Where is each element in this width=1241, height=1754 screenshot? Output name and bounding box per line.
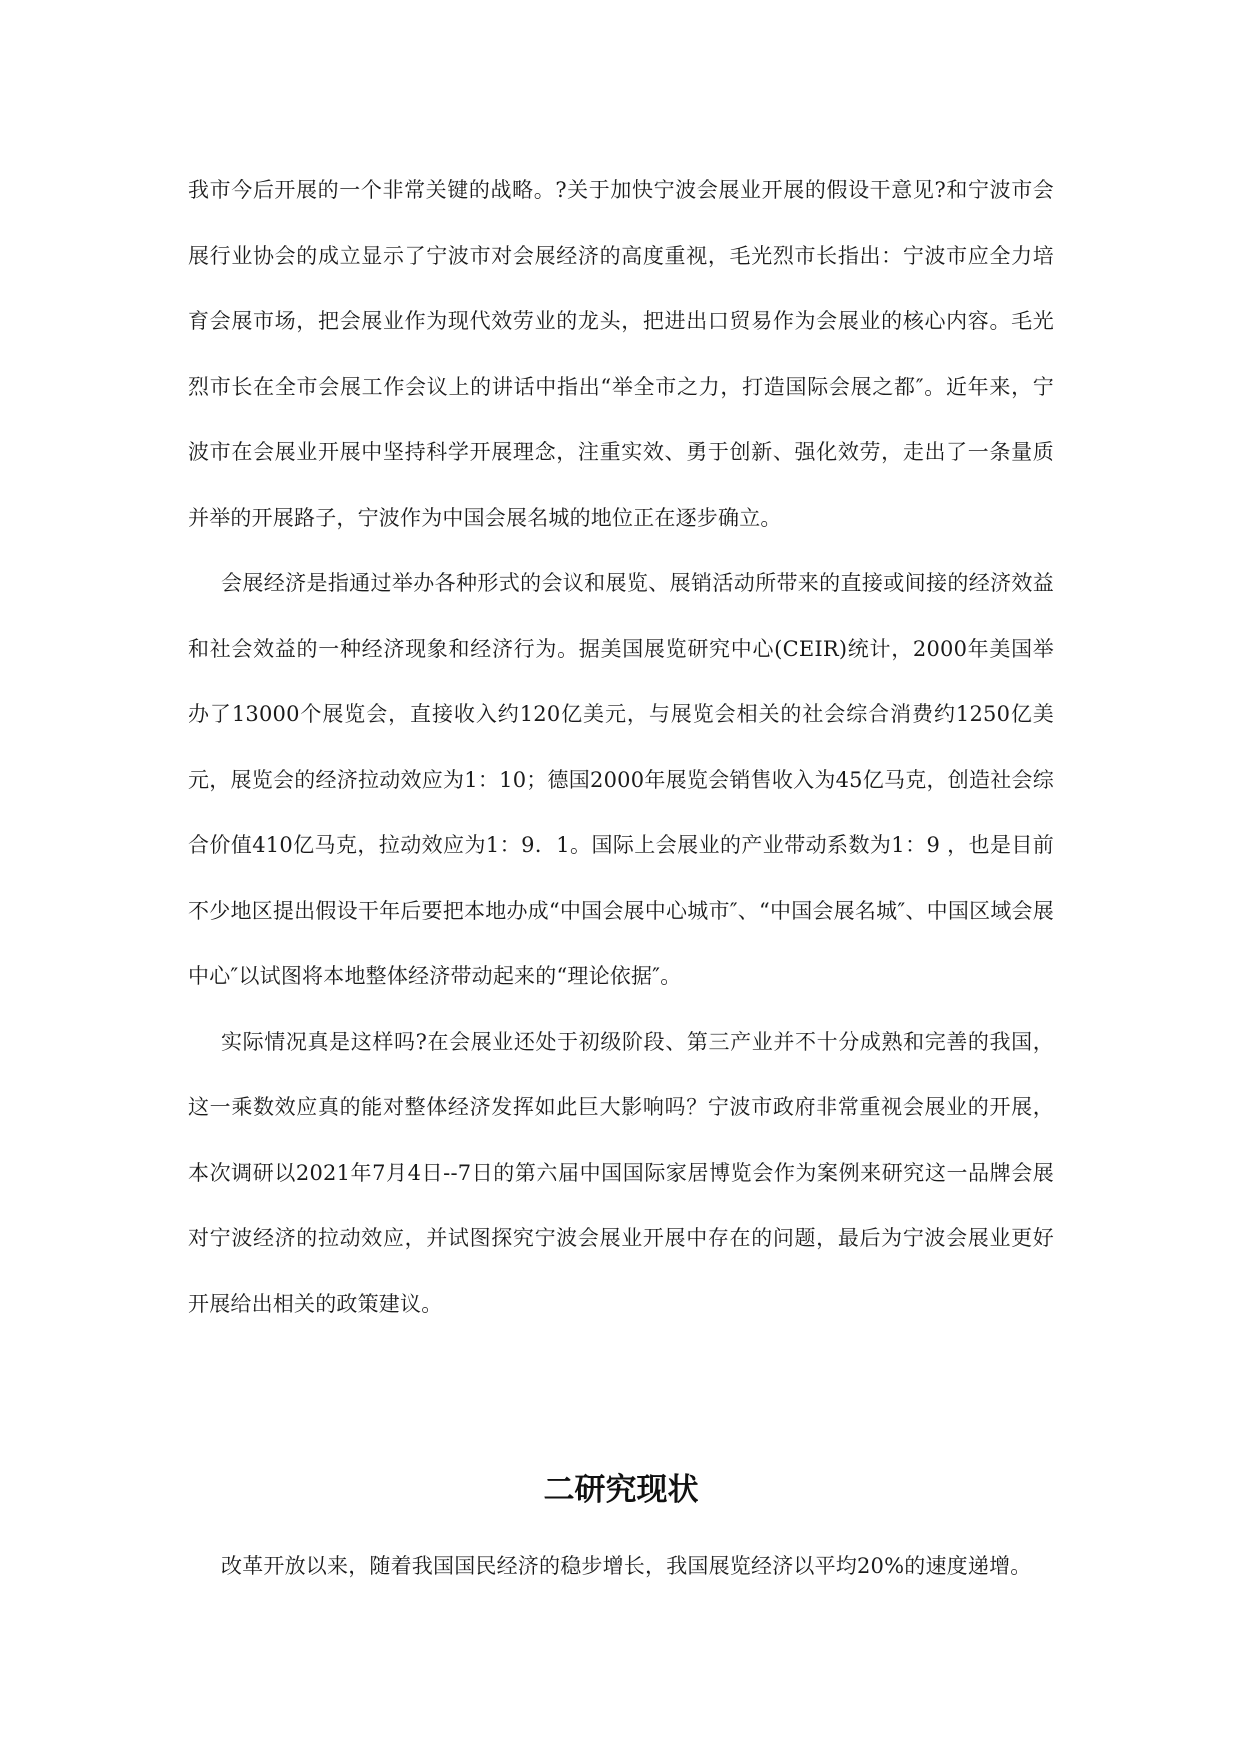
paragraph-2: 会展经济是指通过举办各种形式的会议和展览、展销活动所带来的直接或间接的经济效益和社会效益的一种经济现象和经济行为。据美国展览研究中心(CEIR)统计，2000年美国举办了13000个展览会，直接收入约120亿美元，与展览会相关的社会综合消费约1250亿美元，展览会的经济拉动效应为1：10；德国2000年展览会销售收入为45亿马克，创造社会综合价值410亿马克，拉动效应为1：9．1。国际上会展业的产业带动系数为1：9 ，也是目前不少地区提出假设干年后要把本地办成“中国会展中心城市″、“中国会展名城″、中国区域会展中心″以试图将本地整体经济带动起来的“理论依据″。 [188,571,1054,988]
section-heading: 二研究现状 [543,1472,699,1508]
paragraph-3: 实际情况真是这样吗?在会展业还处于初级阶段、第三产业并不十分成熟和完善的我国，这一乘数效应真的能对整体经济发挥如此巨大影响吗？宁波市政府非常重视会展业的开展，本次调研以2021年7月4日--7日的第六届中国国际家居博览会作为案例来研究这一品牌会展对宁波经济的拉动效应，并试图探究宁波会展业开展中存在的问题，最后为宁波会展业更好开展给出相关的政策建议。 [188,1029,1054,1316]
section-body [188,1534,1054,1600]
paragraph-1: 我市今后开展的一个非常关键的战略。?关于加快宁波会展业开展的假设干意见?和宁波市会展行业协会的成立显示了宁波市对会展经济的高度重视，毛光烈市长指出：宁波市应全力培育会展市场，把会展业作为现代效劳业的龙头，把进出口贸易作为会展业的核心内容。毛光烈市长在全市会展工作会议上的讲话中指出“举全市之力，打造国际会展之都″。近年来，宁波市在会展业开展中坚持科学开展理念，注重实效、勇于创新、强化效劳，走出了一条量质并举的开展路子，宁波作为中国会展名城的地位正在逐步确立。 [188,178,1054,530]
document-body [188,158,1054,1337]
section-paragraph: 改革开放以来，随着我国国民经济的稳步增长，我国展览经济以平均20%的速度递增。 [221,1554,1032,1578]
